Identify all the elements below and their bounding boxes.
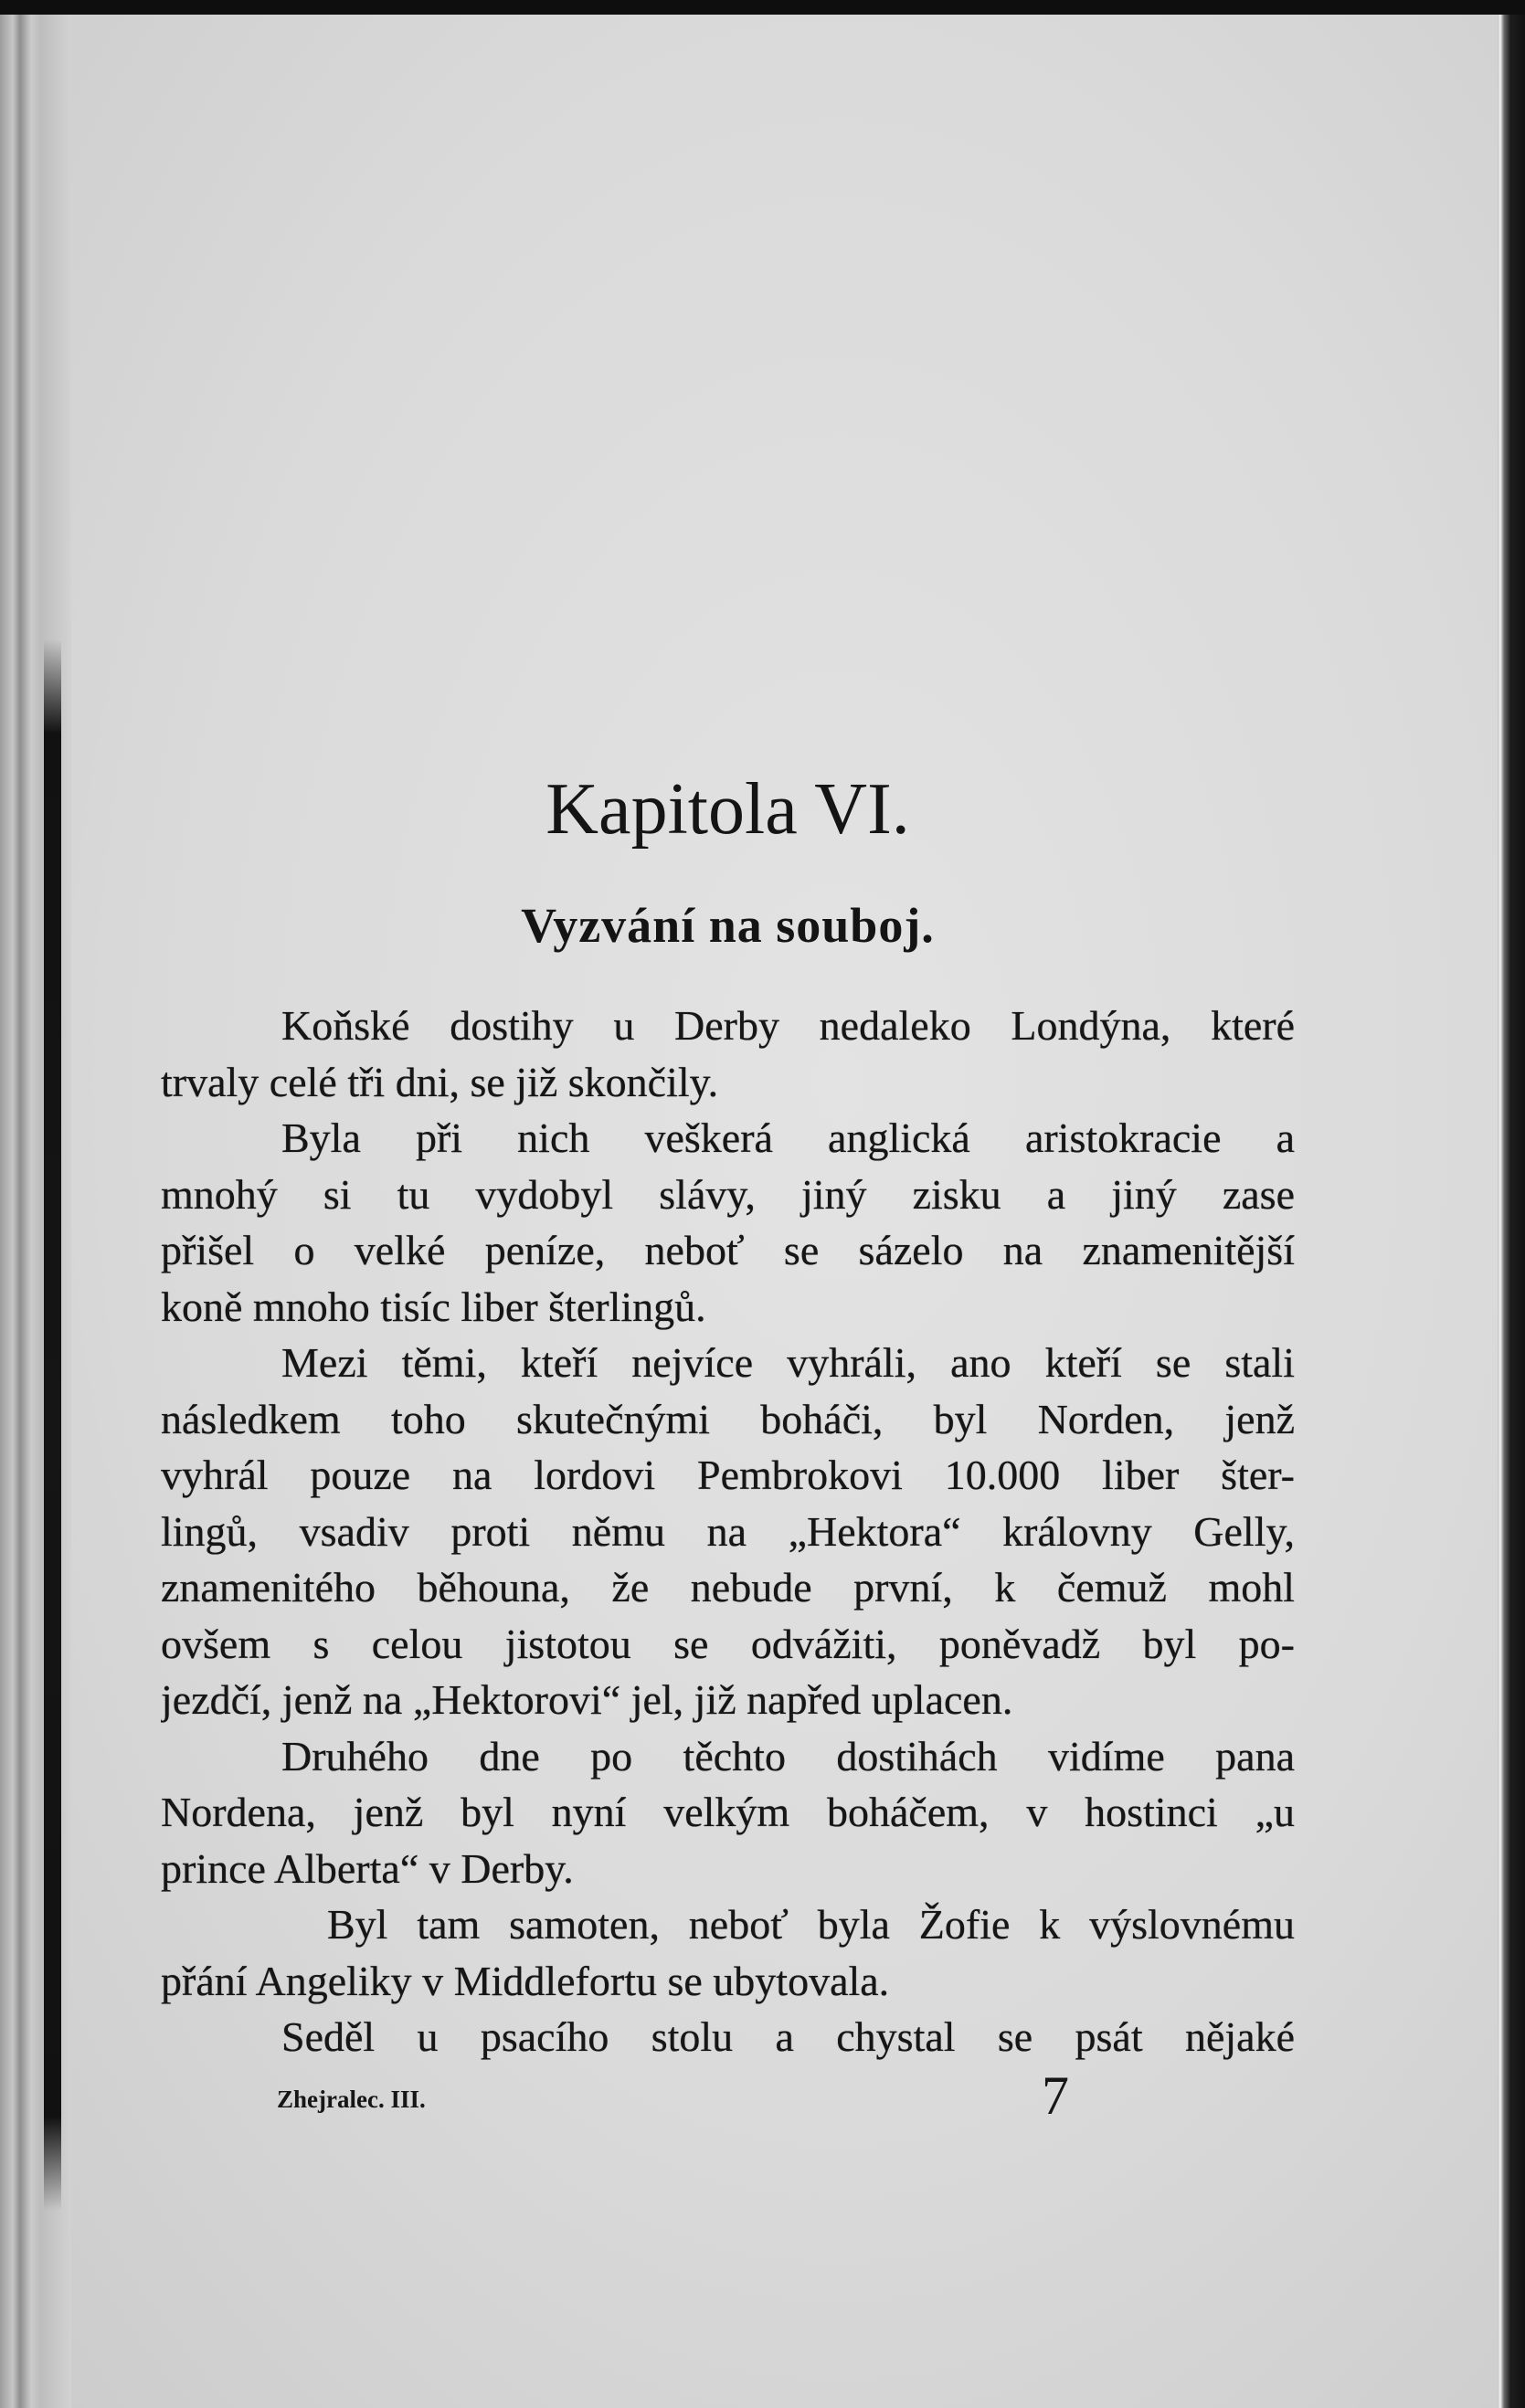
paragraph <box>161 1896 1295 2009</box>
text-line: přání Angeliky v Middlefortu se ubytovala. <box>161 1957 890 2004</box>
body-text <box>161 998 1295 2065</box>
paragraph <box>161 1728 1295 1897</box>
text-line: Byla při nich veškerá anglická aristokracie a <box>281 1114 1295 1161</box>
text-line: jezdčí, jenž na „Hektorovi“ jel, již napřed uplacen. <box>161 1676 1013 1723</box>
scan-edge-right <box>1498 15 1525 2408</box>
scan-edge-top <box>0 0 1525 15</box>
text-line: Koňské dostihy u Derby nedaleko Londýna, které <box>281 1002 1295 1049</box>
chapter-title: Kapitola VI. <box>545 769 910 850</box>
text-line: mnohý si tu vydobyl slávy, jiný zisku a jiný zase <box>161 1170 1295 1218</box>
binding-shadow <box>44 639 61 2211</box>
text-line: trvaly celé tři dni, se již skončily. <box>161 1058 719 1105</box>
text-line: koně mnoho tisíc liber šterlingů. <box>161 1283 706 1330</box>
text-line: přišel o velké peníze, neboť se sázelo na znamenitější <box>161 1227 1295 1273</box>
text-line: Druhého dne po těchto dostihách vidíme pana <box>281 1732 1295 1780</box>
chapter-subtitle: Vyzvání na souboj. <box>521 898 935 953</box>
paragraph <box>161 1335 1295 1728</box>
text-line: následkem toho skutečnými boháči, byl Norden, jenž <box>161 1395 1295 1442</box>
paragraph <box>161 998 1295 1110</box>
text-line: prince Alberta“ v Derby. <box>161 1844 574 1892</box>
paragraph <box>161 1110 1295 1335</box>
paragraph <box>161 2009 1295 2065</box>
text-line: znamenitého běhouna, že nebude první, k čemuž mohl <box>161 1564 1295 1611</box>
text-line: vyhrál pouze na lordovi Pembrokovi 10.000 liber šter- <box>161 1452 1295 1498</box>
printer-signature-mark: Zhejralec. III. <box>277 2086 426 2113</box>
text-line: Nordena, jenž byl nyní velkým boháčem, v hostinci „u <box>161 1789 1295 1835</box>
text-line: Byl tam samoten, neboť byla Žofie k výslovnému <box>327 1901 1295 1948</box>
text-line: Seděl u psacího stolu a chystal se psát nějaké <box>281 2013 1295 2060</box>
text-line: lingů, vsadiv proti němu na „Hektora“ královny Gelly, <box>161 1507 1295 1555</box>
text-line: Mezi těmi, kteří nejvíce vyhráli, ano kteří se stali <box>281 1339 1295 1386</box>
text-line: ovšem s celou jistotou se odvážiti, poněvadž byl po- <box>161 1620 1295 1667</box>
sheet-number: 7 <box>1042 2065 1069 2126</box>
